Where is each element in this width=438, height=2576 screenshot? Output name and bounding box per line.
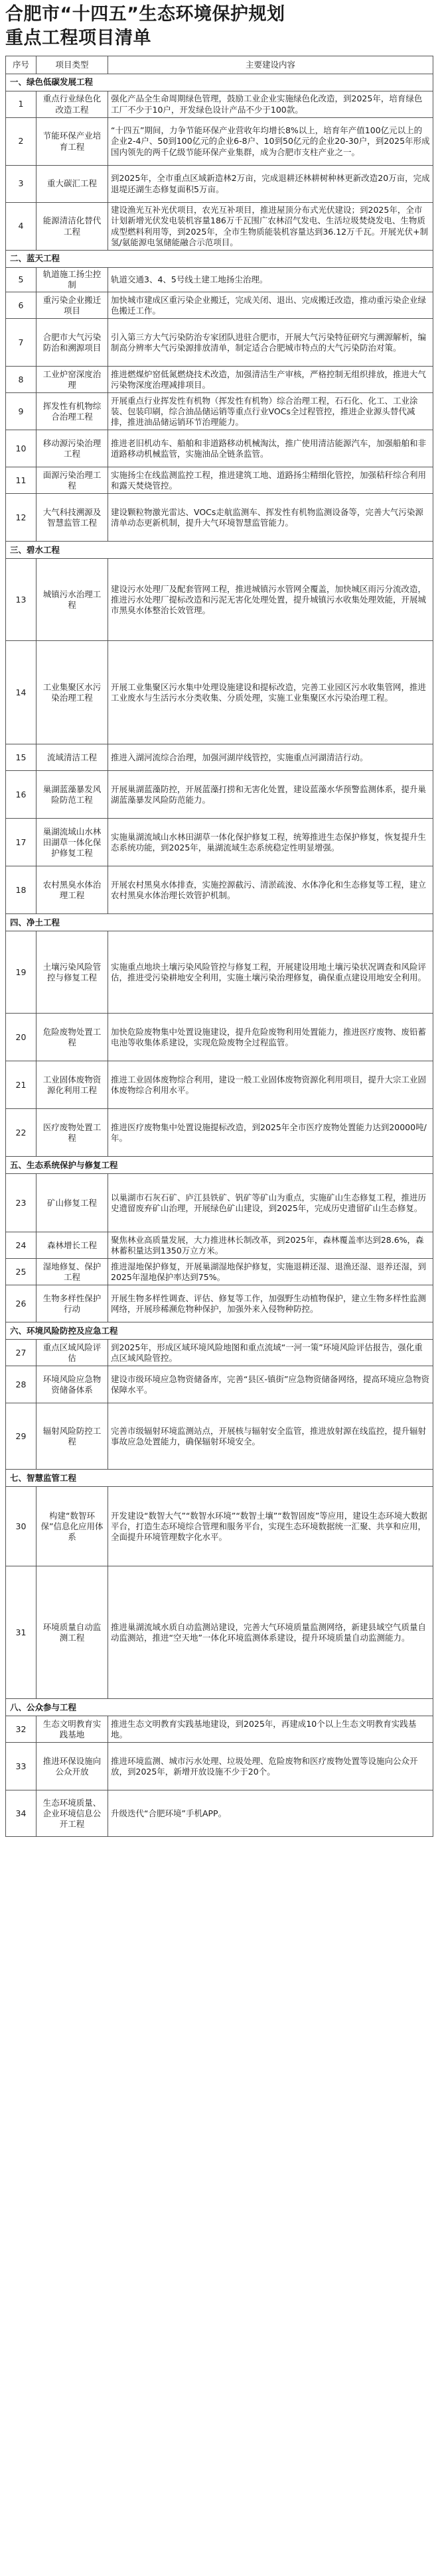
- cell-project-type: 重点行业绿色化改造工程: [36, 91, 108, 118]
- table-body: [6, 74, 433, 1837]
- cell-content: 推进湿地保护修复，开展巢湖湿地保护修复，实施退耕还湿、退渔还湿、退养还湿，到2025年湿地保护率达到75%。: [108, 1259, 433, 1285]
- cell-project-type: 生态环境质量、企业环境信息公开工程: [36, 1790, 108, 1837]
- table-row: [6, 319, 433, 367]
- table-row: [6, 1340, 433, 1366]
- cell-project-type: 土壤污染风险管控与修复工程: [36, 931, 108, 1014]
- cell-content: 建设污水处理厂及配套管网工程，推进城镇污水管网全覆盖，加快城区雨污分流改造，推进污水处理厂提标改造和污泥无害化处理处置，提升城镇污水收集处理效能，开展城市黑臭水体整治长效管理。: [108, 559, 433, 641]
- cell-content: 建设渔光互补光伏项目，农光互补项目，推进屋顶分布式光伏建设；到2025年，全市计划新增光伏发电装机容量186万千瓦围广农林沼气发电、生活垃圾焚烧发电、生物质成型燃料利用等，到2025年，全市生物质能装机容量达到36.12万千瓦。开展光伏+制氢/氨能源电氢储能融合示范项目。: [108, 203, 433, 251]
- title-line-1: 合肥市“十四五”生态环境保护规划: [5, 4, 285, 25]
- cell-number: 3: [6, 166, 36, 203]
- cell-number: 28: [6, 1366, 36, 1403]
- cell-project-type: 挥发性有机物综合治理工程: [36, 393, 108, 430]
- cell-content: 加快危险废物集中处置设施建设，提升危险废物利用处置能力，推进医疗废物、废铅蓄电池等收集体系建设，实现危险废物全过程监管。: [108, 1014, 433, 1061]
- table-row: [6, 771, 433, 819]
- table-row: [6, 744, 433, 771]
- table-row: [6, 1014, 433, 1061]
- cell-number: 8: [6, 367, 36, 393]
- cell-content: 推进燃煤炉窑低氮燃烧技术改造，加强清洁生产审核，严格控制无组织排放，推进大气污染物深度治理减排项目。: [108, 367, 433, 393]
- table-row: [6, 1366, 433, 1403]
- table-header-row: [6, 56, 433, 74]
- cell-project-type: 辐射风险防控工程: [36, 1403, 108, 1470]
- cell-project-type: 森林增长工程: [36, 1232, 108, 1259]
- table-row: [6, 268, 433, 292]
- table-row: [6, 866, 433, 914]
- cell-project-type: 移动源污染治理工程: [36, 430, 108, 467]
- section-header-row: [6, 542, 433, 559]
- cell-number: 15: [6, 744, 36, 771]
- section-title: 三、碧水工程: [6, 542, 433, 559]
- cell-number: 20: [6, 1014, 36, 1061]
- table-row: [6, 166, 433, 203]
- header-name: 项目类型: [36, 56, 108, 74]
- cell-number: 10: [6, 430, 36, 467]
- cell-project-type: 医疗废物处置工程: [36, 1109, 108, 1157]
- cell-number: 27: [6, 1340, 36, 1366]
- cell-number: 5: [6, 268, 36, 292]
- section-header-row: [6, 251, 433, 268]
- cell-content: 到2025年，形成区域环境风险地图和重点流域“一河一策”环境风险评估报告，强化重点区域风险管控。: [108, 1340, 433, 1366]
- table-row: [6, 91, 433, 118]
- cell-content: 实施巢湖流域山水林田湖草一体化保护修复工程，统筹推进生态保护修复，恢复提升生态系统功能，到2025年，巢湖流域生态系统稳定性明显增强。: [108, 819, 433, 866]
- header-no: 序号: [6, 56, 36, 74]
- table-row: [6, 1232, 433, 1259]
- table-row: [6, 641, 433, 744]
- cell-project-type: 巢湖蓝藻暴发风险防范工程: [36, 771, 108, 819]
- table-row: [6, 203, 433, 251]
- section-header-row: [6, 1157, 433, 1174]
- cell-project-type: 城镇污水治理工程: [36, 559, 108, 641]
- section-header-row: [6, 914, 433, 931]
- cell-number: 29: [6, 1403, 36, 1470]
- table-row: [6, 1403, 433, 1470]
- table-row: [6, 1285, 433, 1322]
- cell-content: 开展重点行业挥发性有机物（挥发性有机物）综合治理工程，石石化、化工、工业涂装、包装印刷，综合油品储运销等重点行业VOCs全过程管控，推进企业源头替代减排，推进油品储运销环节治理能力。: [108, 393, 433, 430]
- table-row: [6, 1487, 433, 1566]
- cell-number: 7: [6, 319, 36, 367]
- cell-content: 开发建设“数智大气”“数智水环境”“数智土壤”“数智固废”等应用，建设生态环境大数据平台，打造生态环境综合管理和服务平台，实现生态环境数据统一汇聚、共享和应用，全面提升环境管理数字化水平。: [108, 1487, 433, 1566]
- title-line-2: 重点工程项目清单: [5, 28, 151, 48]
- section-title: 四、净土工程: [6, 914, 433, 931]
- cell-number: 13: [6, 559, 36, 641]
- cell-number: 23: [6, 1174, 36, 1232]
- cell-number: 21: [6, 1061, 36, 1109]
- cell-number: 6: [6, 292, 36, 319]
- cell-project-type: 推进环保设施向公众开放: [36, 1743, 108, 1790]
- cell-number: 31: [6, 1566, 36, 1699]
- cell-content: 开展生物多样性调查、评估、修复等工作，加强野生动植物保护，建立生物多样性监测网络，开展珍稀濒危物种保护，加强外来入侵物种防控。: [108, 1285, 433, 1322]
- cell-number: 34: [6, 1790, 36, 1837]
- cell-content: 引入第三方大气污染防治专家团队进驻合肥市，开展大气污染特征研究与溯源解析，编制高分辨率大气污染源排放清单，制定适合合肥城市特点的大气污染防治对策。: [108, 319, 433, 367]
- cell-project-type: 危险废物处置工程: [36, 1014, 108, 1061]
- cell-number: 2: [6, 118, 36, 166]
- table-row: [6, 1109, 433, 1157]
- cell-project-type: 湿地修复、保护工程: [36, 1259, 108, 1285]
- cell-number: 32: [6, 1716, 36, 1743]
- cell-project-type: 大气科技溯源及智慧监管工程: [36, 494, 108, 542]
- cell-project-type: 能源清洁化替代工程: [36, 203, 108, 251]
- table-row: [6, 1174, 433, 1232]
- table-row: [6, 1061, 433, 1109]
- cell-number: 30: [6, 1487, 36, 1566]
- cell-content: 升级迭代“合肥环境”手机APP。: [108, 1790, 433, 1837]
- cell-project-type: 农村黑臭水体治理工程: [36, 866, 108, 914]
- cell-content: 推进医疗废物集中处置设施提标改造，到2025年全市医疗废物处置能力达到20000吨/年。: [108, 1109, 433, 1157]
- cell-project-type: 面源污染治理工程: [36, 467, 108, 494]
- cell-content: “十四五”期间，力争节能环保产业营收年均增长8%以上，培育年产值100亿元以上的企业2-4户、50到100亿元的企业6-8户、10到50亿元的企业20-30户，到2025年形成国内领先的两千亿级节能环保产业集群，成为合肥市支柱产业之一。: [108, 118, 433, 166]
- cell-project-type: 巢湖流域山水林田湖草一体化保护修复工程: [36, 819, 108, 866]
- project-table: [5, 56, 433, 1837]
- cell-number: 26: [6, 1285, 36, 1322]
- cell-number: 4: [6, 203, 36, 251]
- cell-project-type: 环境质量自动监测工程: [36, 1566, 108, 1699]
- section-header-row: [6, 74, 433, 91]
- cell-number: 18: [6, 866, 36, 914]
- cell-project-type: 工业炉窑深度治理: [36, 367, 108, 393]
- cell-project-type: 节能环保产业培育工程: [36, 118, 108, 166]
- table-row: [6, 931, 433, 1014]
- section-title: 五、生态系统保护与修复工程: [6, 1157, 433, 1174]
- cell-content: 推进生态文明教育实践基地建设，到2025年，再建成10个以上生态文明教育实践基地。: [108, 1716, 433, 1743]
- cell-number: 14: [6, 641, 36, 744]
- table-row: [6, 430, 433, 467]
- cell-content: 强化产品全生命周期绿色管理，鼓励工业企业实施绿色化改造，到2025年，培育绿色工厂不少于10户，开发绿色设计产品不少于100款。: [108, 91, 433, 118]
- cell-project-type: 合肥市大气污染防治和溯源项目: [36, 319, 108, 367]
- cell-content: 聚焦林业高质量发展，大力推进林长制改革，到2025年，森林覆盖率达到28.6%，森林蓄积量达到1350万立方米。: [108, 1232, 433, 1259]
- cell-content: 实施扬尘在线监测监控工程，推进建筑工地、道路扬尘精细化管控，加强秸秆综合利用和露天焚烧管控。: [108, 467, 433, 494]
- section-header-row: [6, 1699, 433, 1716]
- cell-number: 16: [6, 771, 36, 819]
- cell-project-type: 重大碳汇工程: [36, 166, 108, 203]
- cell-content: 推进工业固体废物综合利用，建设一般工业固体废物资源化利用项目，提升大宗工业固体废物综合利用水平。: [108, 1061, 433, 1109]
- cell-project-type: 构建“数智环保”信息化应用体系: [36, 1487, 108, 1566]
- table-row: [6, 559, 433, 641]
- cell-content: 以巢湖市石灰石矿、庐江县铁矿、钒矿等矿山为重点，实施矿山生态修复工程，推进历史遗留废弃矿山治理，开展绿色矿山建设，到2025年，完成历史遗留矿山生态修复。: [108, 1174, 433, 1232]
- cell-number: 24: [6, 1232, 36, 1259]
- section-title: 一、绿色低碳发展工程: [6, 74, 433, 91]
- cell-content: 建设市级环境应急物资储备库，完善“县区-镇街”应急物资储备网络，提高环境应急物资保障水平。: [108, 1366, 433, 1403]
- table-row: [6, 467, 433, 494]
- cell-number: 1: [6, 91, 36, 118]
- cell-project-type: 重污染企业搬迁项目: [36, 292, 108, 319]
- cell-content: 推进环境监测、城市污水处理、垃圾处理、危险废物和医疗废物处置等设施向公众开放，到2025年，新增开放设施不少于20个。: [108, 1743, 433, 1790]
- cell-number: 17: [6, 819, 36, 866]
- section-header-row: [6, 1322, 433, 1340]
- header-content: 主要建设内容: [108, 56, 433, 74]
- table-row: [6, 367, 433, 393]
- table-row: [6, 819, 433, 866]
- cell-number: 25: [6, 1259, 36, 1285]
- cell-number: 19: [6, 931, 36, 1014]
- cell-project-type: 生态文明教育实践基地: [36, 1716, 108, 1743]
- cell-project-type: 重点区域风险评估: [36, 1340, 108, 1366]
- cell-project-type: 矿山修复工程: [36, 1174, 108, 1232]
- cell-content: 到2025年，全市重点区域新造林2万亩，完成退耕还林耕树种林更新改造20万亩，完成退堤还湖生态修复面积5万亩。: [108, 166, 433, 203]
- cell-number: 9: [6, 393, 36, 430]
- cell-project-type: 轨道施工扬尘控制: [36, 268, 108, 292]
- table-row: [6, 1716, 433, 1743]
- table-row: [6, 1566, 433, 1699]
- cell-content: 开展工业集聚区污水集中处理设施建设和提标改造，完善工业园区污水收集管网，推进工业废水与生活污水分类收集、分质处理，实施工业集聚区水污染治理工程。: [108, 641, 433, 744]
- cell-content: 完善市级辐射环境监测站点，开展核与辐射安全监管，推进放射源在线监控，提升辐射事故应急处置能力，确保辐射环境安全。: [108, 1403, 433, 1470]
- table-row: [6, 292, 433, 319]
- cell-project-type: 工业集聚区水污染治理工程: [36, 641, 108, 744]
- cell-number: 11: [6, 467, 36, 494]
- cell-number: 22: [6, 1109, 36, 1157]
- table-row: [6, 494, 433, 542]
- table-row: [6, 1790, 433, 1837]
- section-title: 七、智慧监管工程: [6, 1470, 433, 1487]
- table-row: [6, 1743, 433, 1790]
- cell-number: 33: [6, 1743, 36, 1790]
- table-row: [6, 1259, 433, 1285]
- table-row: [6, 118, 433, 166]
- cell-project-type: 环境风险应急物资储备体系: [36, 1366, 108, 1403]
- cell-content: 实施重点地块土壤污染风险管控与修复工程，开展建设用地土壤污染状况调查和风险评估，推进受污染耕地安全利用，实施土壤污染治理修复，确保重点建设用地安全利用。: [108, 931, 433, 1014]
- cell-content: 加快城市建成区重污染企业搬迁，完成关闭、退出、完成搬迁改造，推动重污染企业绿色搬迁工作。: [108, 292, 433, 319]
- cell-content: 推进巢湖流域水质自动监测站建设，完善大气环境质量监测网络，新建县域空气质量自动监测站，推进“空天地”一体化环境监测体系建设，提升环境质量自动监测能力。: [108, 1566, 433, 1699]
- section-title: 六、环境风险防控及应急工程: [6, 1322, 433, 1340]
- cell-content: 推进老旧机动车、船舶和非道路移动机械淘汰，推广使用清洁能源汽车，加强船舶和非道路移动机械监管，实施油品全链条监管。: [108, 430, 433, 467]
- cell-project-type: 工业固体废物资源化利用工程: [36, 1061, 108, 1109]
- cell-number: 12: [6, 494, 36, 542]
- section-title: 二、蓝天工程: [6, 251, 433, 268]
- cell-content: 开展农村黑臭水体排查，实施控源截污、清淤疏浚、水体净化和生态修复等工程，建立农村黑臭水体治理长效管护机制。: [108, 866, 433, 914]
- cell-content: 轨道交通3、4、5号线土建工地扬尘治理。: [108, 268, 433, 292]
- cell-content: 建设颗粒物激光雷达、VOCs走航监测车、挥发性有机物监测设备等，完善大气污染源清单动态更新机制，提升大气环境智慧监管能力。: [108, 494, 433, 542]
- document-title: [5, 3, 433, 50]
- cell-project-type: 流域清洁工程: [36, 744, 108, 771]
- section-title: 八、公众参与工程: [6, 1699, 433, 1716]
- cell-project-type: 生物多样性保护行动: [36, 1285, 108, 1322]
- table-row: [6, 393, 433, 430]
- cell-content: 开展巢湖蓝藻防控，开展蓝藻打捞和无害化处置，建设蓝藻水华预警监测体系，提升巢湖蓝藻暴发风险防范能力。: [108, 771, 433, 819]
- cell-content: 推进入湖河流综合治理，加强河湖岸线管控，实施重点河湖清洁行动。: [108, 744, 433, 771]
- section-header-row: [6, 1470, 433, 1487]
